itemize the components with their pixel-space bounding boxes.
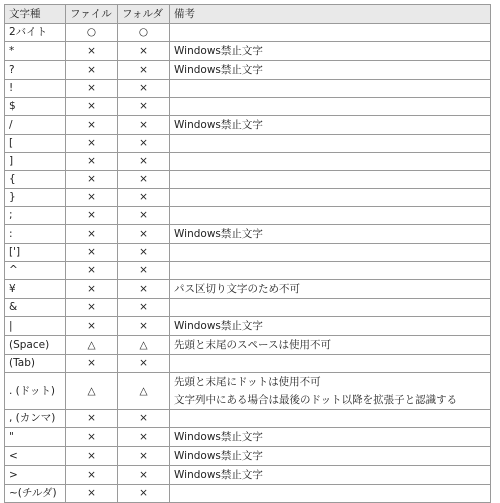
char-type-cell: , (カンマ) [5, 410, 66, 428]
notes-cell [170, 410, 491, 428]
file-allowed-cell: × [66, 207, 118, 225]
folder-allowed-cell: × [118, 225, 170, 244]
char-type-cell: | [5, 317, 66, 336]
file-allowed-cell: × [66, 299, 118, 317]
file-allowed-cell: × [66, 410, 118, 428]
notes-cell [170, 225, 491, 244]
folder-allowed-cell: × [118, 153, 170, 171]
notes-cell [170, 80, 491, 98]
table-row [5, 317, 491, 336]
char-type-cell: ; [5, 207, 66, 225]
note-line: Windows禁止文字 [174, 45, 263, 57]
notes-cell [170, 189, 491, 207]
folder-allowed-cell: × [118, 207, 170, 225]
folder-allowed-cell: × [118, 171, 170, 189]
folder-allowed-cell: △ [118, 373, 170, 410]
notes-cell [170, 428, 491, 447]
file-allowed-cell: × [66, 42, 118, 61]
note-line: Windows禁止文字 [174, 469, 263, 481]
note-line: Windows禁止文字 [174, 320, 263, 332]
file-allowed-cell: × [66, 135, 118, 153]
table-row [5, 410, 491, 428]
char-type-cell: [ [5, 135, 66, 153]
notes-cell [170, 98, 491, 116]
folder-allowed-cell: × [118, 42, 170, 61]
note-line: Windows禁止文字 [174, 431, 263, 443]
note-line: Windows禁止文字 [174, 228, 263, 240]
file-allowed-cell: × [66, 189, 118, 207]
header-row [5, 5, 491, 24]
notes-cell [170, 61, 491, 80]
header-notes: 備考 [170, 5, 491, 24]
file-allowed-cell: × [66, 98, 118, 116]
file-allowed-cell: × [66, 428, 118, 447]
char-type-cell: } [5, 189, 66, 207]
folder-allowed-cell: × [118, 428, 170, 447]
notes-cell [170, 336, 491, 355]
char-type-cell: > [5, 466, 66, 485]
note-line: 先頭と末尾にドットは使用不可 [174, 376, 321, 388]
folder-allowed-cell: × [118, 299, 170, 317]
file-allowed-cell: × [66, 171, 118, 189]
table-row [5, 299, 491, 317]
note-line: 文字列中にある場合は最後のドット以降を拡張子と認識する [174, 394, 458, 406]
file-allowed-cell: × [66, 80, 118, 98]
char-type-cell: $ [5, 98, 66, 116]
folder-allowed-cell: × [118, 355, 170, 373]
table-row [5, 171, 491, 189]
table-row [5, 355, 491, 373]
notes-cell [170, 447, 491, 466]
folder-allowed-cell: × [118, 98, 170, 116]
char-type-cell: (Space) [5, 336, 66, 355]
notes-cell [170, 317, 491, 336]
notes-cell [170, 355, 491, 373]
char-type-cell: < [5, 447, 66, 466]
notes-cell [170, 135, 491, 153]
note-line: Windows禁止文字 [174, 450, 263, 462]
folder-allowed-cell: × [118, 189, 170, 207]
char-type-cell: 2バイト [5, 24, 66, 42]
file-allowed-cell: × [66, 262, 118, 280]
char-type-cell: ! [5, 80, 66, 98]
header-char-type: 文字種 [5, 5, 66, 24]
note-line: Windows禁止文字 [174, 119, 263, 131]
table-row [5, 262, 491, 280]
notes-cell [170, 262, 491, 280]
folder-allowed-cell: × [118, 485, 170, 503]
folder-allowed-cell: × [118, 447, 170, 466]
char-type-cell: / [5, 116, 66, 135]
notes-cell [170, 24, 491, 42]
table-row [5, 207, 491, 225]
file-allowed-cell: × [66, 61, 118, 80]
file-allowed-cell: ○ [66, 24, 118, 42]
table-row [5, 42, 491, 61]
notes-cell [170, 153, 491, 171]
table-row [5, 485, 491, 503]
table-row [5, 336, 491, 355]
table-row [5, 24, 491, 42]
char-type-cell: ^ [5, 262, 66, 280]
folder-allowed-cell: × [118, 61, 170, 80]
char-type-cell: (Tab) [5, 355, 66, 373]
notes-cell [170, 244, 491, 262]
char-type-cell: ] [5, 153, 66, 171]
folder-allowed-cell: ○ [118, 24, 170, 42]
note-line: 先頭と末尾のスペースは使用不可 [174, 339, 331, 351]
table-row [5, 280, 491, 299]
file-allowed-cell: × [66, 447, 118, 466]
table-row [5, 466, 491, 485]
folder-allowed-cell: × [118, 410, 170, 428]
table-row [5, 116, 491, 135]
file-allowed-cell: △ [66, 336, 118, 355]
notes-cell [170, 171, 491, 189]
notes-cell [170, 280, 491, 299]
file-allowed-cell: × [66, 244, 118, 262]
folder-allowed-cell: × [118, 317, 170, 336]
table-row [5, 447, 491, 466]
char-type-cell: . (ドット) [5, 373, 66, 410]
file-allowed-cell: × [66, 355, 118, 373]
note-line: Windows禁止文字 [174, 64, 263, 76]
char-type-cell: ~(チルダ) [5, 485, 66, 503]
notes-cell [170, 116, 491, 135]
notes-cell [170, 485, 491, 503]
table-row [5, 428, 491, 447]
folder-allowed-cell: × [118, 80, 170, 98]
folder-allowed-cell: × [118, 262, 170, 280]
char-type-cell: & [5, 299, 66, 317]
notes-cell [170, 466, 491, 485]
table-row [5, 61, 491, 80]
character-table [4, 4, 491, 503]
file-allowed-cell: △ [66, 373, 118, 410]
header-file: ファイル [66, 5, 118, 24]
file-allowed-cell: × [66, 280, 118, 299]
folder-allowed-cell: × [118, 466, 170, 485]
folder-allowed-cell: × [118, 280, 170, 299]
file-allowed-cell: × [66, 317, 118, 336]
notes-cell [170, 207, 491, 225]
char-type-cell: : [5, 225, 66, 244]
notes-cell [170, 373, 491, 410]
char-type-cell: ¥ [5, 280, 66, 299]
table-body [5, 24, 491, 503]
header-folder: フォルダ [118, 5, 170, 24]
file-allowed-cell: × [66, 116, 118, 135]
file-allowed-cell: × [66, 485, 118, 503]
table-row [5, 135, 491, 153]
char-type-cell: * [5, 42, 66, 61]
char-type-cell: ? [5, 61, 66, 80]
folder-allowed-cell: × [118, 244, 170, 262]
table-row [5, 373, 491, 410]
table-row [5, 189, 491, 207]
char-type-cell: ['] [5, 244, 66, 262]
char-type-cell: { [5, 171, 66, 189]
table-row [5, 225, 491, 244]
table-row [5, 153, 491, 171]
file-allowed-cell: × [66, 225, 118, 244]
note-line: パス区切り文字のため不可 [174, 283, 300, 295]
file-allowed-cell: × [66, 153, 118, 171]
table-row [5, 98, 491, 116]
folder-allowed-cell: × [118, 116, 170, 135]
file-allowed-cell: × [66, 466, 118, 485]
char-type-cell: " [5, 428, 66, 447]
notes-cell [170, 299, 491, 317]
folder-allowed-cell: △ [118, 336, 170, 355]
notes-cell [170, 42, 491, 61]
table-row [5, 80, 491, 98]
folder-allowed-cell: × [118, 135, 170, 153]
table-row [5, 244, 491, 262]
